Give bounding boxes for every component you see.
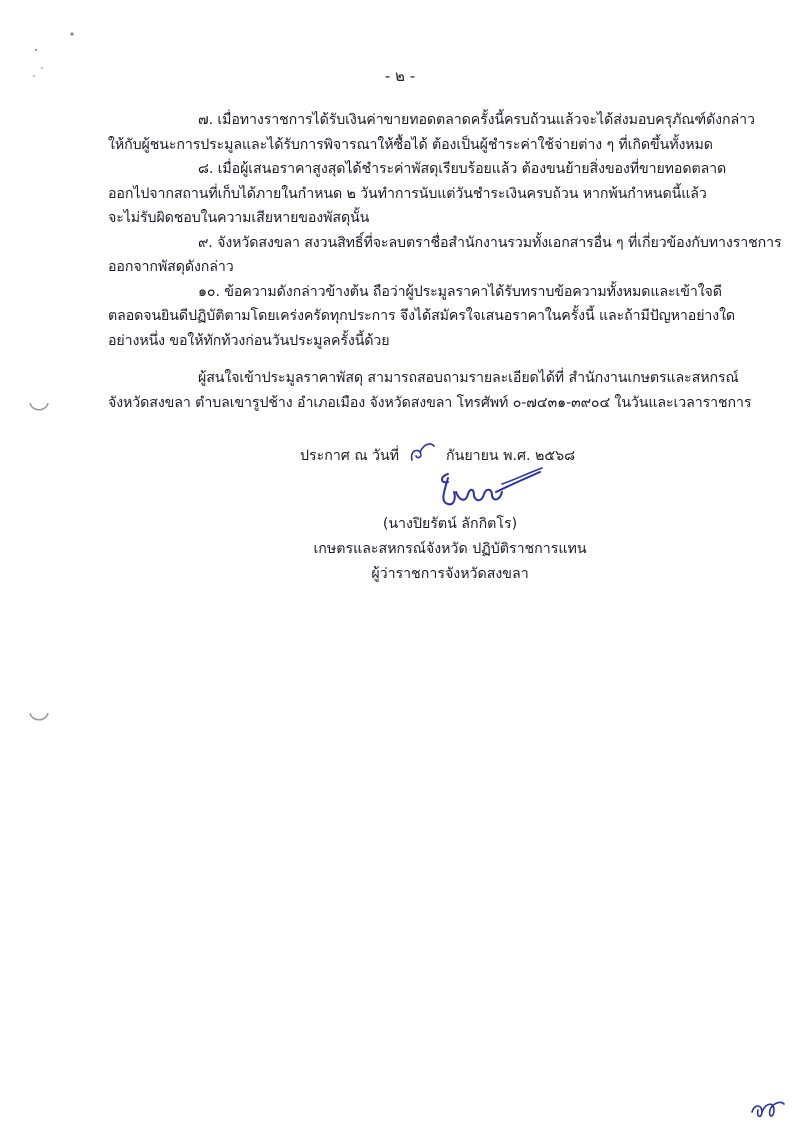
clause-7: [108, 108, 755, 157]
signatory-position: เกษตรและสหกรณ์จังหวัด ปฏิบัติราชการแทน: [313, 541, 587, 557]
signature: [430, 458, 550, 518]
contact-line-1: ผู้สนใจเข้าประมูลราคาพัสดุ สามารถสอบถามรายละเอียดได้ที่ สำนักงานเกษตรและสหกรณ์: [198, 370, 739, 386]
signatory-block: [300, 512, 600, 587]
clause-8-line-1: ๘. เมื่อผู้เสนอราคาสูงสุดได้ชำระค่าพัสดุเรียบร้อยแล้ว ต้องขนย้ายสิ่งของที่ขายทอดตลาด: [198, 161, 727, 177]
handwritten-folio-number: [748, 1096, 788, 1122]
clause-7-line-2: ให้กับผู้ชนะการประมูลและได้รับการพิจารณาให้ซื้อได้ ต้องเป็นผู้ชำระค่าใช้จ่ายต่าง ๆ ที่เกิดขึ้นทั้งหมด: [108, 136, 713, 153]
clause-10-line-3: อย่างหนึ่ง ขอให้ทักท้วงก่อนวันประมูลครั้งนี้ด้วย: [108, 332, 390, 349]
document-body: [108, 108, 782, 415]
announcement-month-year: กันยายน พ.ศ. ๒๕๖๘: [446, 448, 576, 464]
clause-8: [108, 157, 727, 231]
clause-8-line-2: ออกไปจากสถานที่เก็บได้ภายในกำหนด ๒ วันทำการนับแต่วันชำระเงินครบถ้วน หากพ้นกำหนดนี้แล้ว: [108, 185, 707, 202]
clause-9: [108, 231, 782, 280]
clause-9-line-2: ออกจากพัสดุดังกล่าว: [108, 259, 234, 275]
clause-10: [108, 280, 736, 354]
contact-line-2: จังหวัดสงขลา ตำบลเขารูปช้าง อำเภอเมือง จังหวัดสงขลา โทรศัพท์ ๐-๗๔๓๑-๓๙๐๔ ในวันและเวลาราชการ: [108, 394, 752, 411]
paragraph-spacer: [108, 353, 720, 366]
punch-hole-top: [28, 400, 50, 414]
signatory-name: (นางปิยรัตน์ ลักกิตโร): [382, 516, 518, 532]
contact-paragraph: [108, 366, 752, 415]
page-number: - ๒ -: [384, 67, 416, 85]
signatory-on-behalf: ผู้ว่าราชการจังหวัดสงขลา: [371, 566, 529, 582]
clause-10-line-2: ตลอดจนยินดีปฏิบัติตามโดยเคร่งครัดทุกประการ จึงได้สมัครใจเสนอราคาในครั้งนี้ และถ้ามีปัญหาอย่างใด: [108, 308, 736, 324]
punch-hole-bottom: [28, 710, 50, 724]
clause-10-line-1: ๑๐. ข้อความดังกล่าวข้างต้น ถือว่าผู้ประมูลราคาได้รับทราบข้อความทั้งหมดและเข้าใจดี: [198, 283, 722, 300]
clause-9-line-1: ๙. จังหวัดสงขลา สงวนสิทธิ์ที่จะลบตราชื่อสำนักงานรวมทั้งเอกสารอื่น ๆ ที่เกี่ยวข้องกับทางราชการ: [198, 234, 782, 251]
clause-8-line-3: จะไม่รับผิดชอบในความเสียหายของพัสดุนั้น: [108, 210, 370, 226]
announcement-prefix: ประกาศ ณ วันที่: [300, 448, 400, 464]
clause-7-line-1: ๗. เมื่อทางราชการได้รับเงินค่าขายทอดตลาดครั้งนี้ครบถ้วนแล้วจะได้ส่งมอบครุภัณฑ์ดังกล่าว: [198, 112, 755, 128]
